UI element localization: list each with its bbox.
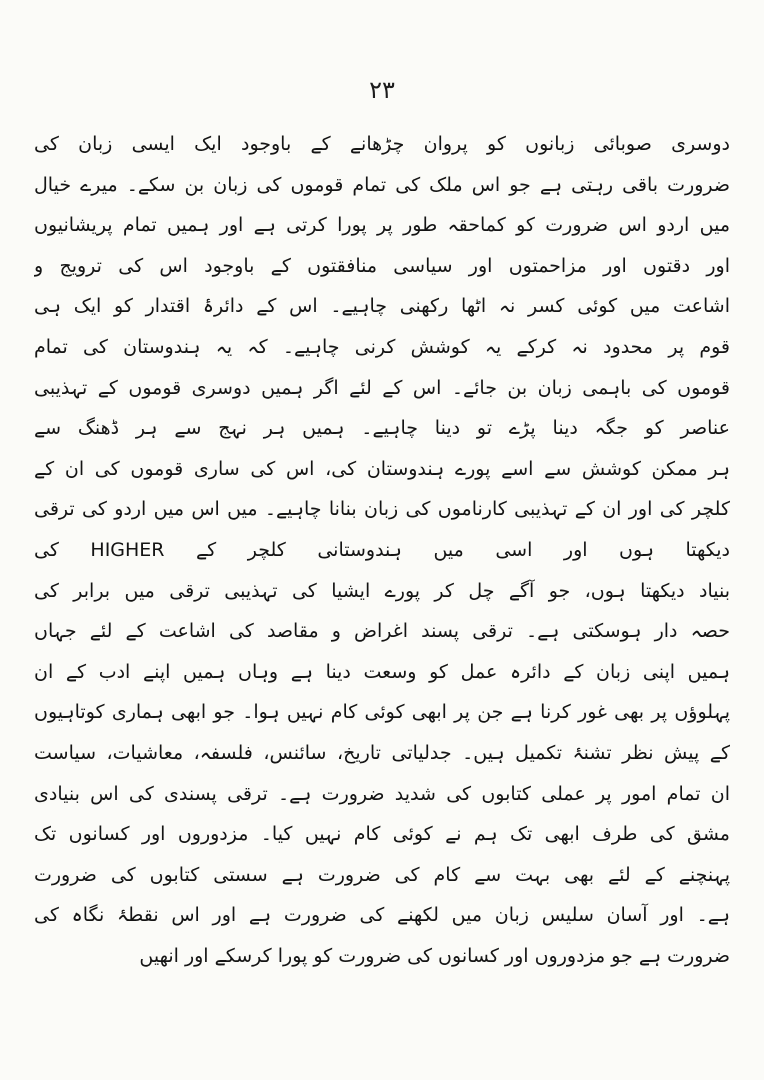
text-line: میں اردو اس ضرورت کو کماحقہ طور پر پورا کرتی ہے اور ہمیں تمام پریشانیوں <box>34 214 730 237</box>
text-line: ہر ممکن کوشش سے اسے پورے ہندوستان کی، اس کی ساری قوموں کی ان کے <box>34 457 730 480</box>
text-line: حصہ دار ہوسکتی ہے۔ ترقی پسند اغراض و مقاصد کی اشاعت کے لئے جہاں <box>34 620 730 643</box>
text-line: کے پیش نظر تشنۂ تکمیل ہیں۔ جدلیاتی تاریخ، سائنس، فلسفہ، معاشیات، سیاست <box>34 741 730 764</box>
text-line: دیکھتا ہوں اور اسی میں ہندوستانی کلچر کے HIGHER کی <box>34 538 730 561</box>
text-line: ضرورت باقی رہتی ہے جو اس ملک کی تمام قوموں کی زبان بن سکے۔ میرے خیال <box>34 173 730 196</box>
text-line: ہے۔ اور آسان سلیس زبان میں لکھنے کی ضرورت ہے اور اس نقطۂ نگاہ کی <box>34 904 730 927</box>
body-text <box>34 124 730 976</box>
text-line: مشق کی طرف ابھی تک ہم نے کوئی کام نہیں کیا۔ مزدوروں اور کسانوں تک <box>34 823 730 846</box>
text-line: اشاعت میں کوئی کسر نہ اٹھا رکھنی چاہیے۔ اس کے دائرۂ اقتدار کو ایک ہی <box>34 295 730 318</box>
text-line: ان تمام امور پر عملی کتابوں کی شدید ضرورت ہے۔ ترقی پسندی کی اس بنیادی <box>34 782 730 805</box>
page-number: ۲۳ <box>369 76 395 104</box>
text-line: بنیاد دیکھتا ہوں، جو آگے چل کر پورے ایشیا کی تہذیبی ترقی میں برابر کی <box>34 579 730 602</box>
text-line: قوم پر محدود نہ کرکے یہ کوشش کرنی چاہیے۔ کہ یہ ہندوستان کی تمام <box>34 335 730 358</box>
text-line: کلچر کی اور ان کے تہذیبی کارناموں کی زبان بنانا چاہیے۔ میں اس میں اردو کی ترقی <box>34 498 730 521</box>
text-line: قوموں کی باہمی زبان بن جائے۔ اس کے لئے اگر ہمیں دوسری قوموں کے تہذیبی <box>34 376 730 399</box>
text-line: پہنچنے کے لئے بھی بہت سے کام کی ضرورت ہے سستی کتابوں کی ضرورت <box>34 863 730 886</box>
text-line: عناصر کو جگہ دینا پڑے تو دینا چاہیے۔ ہمیں ہر نہج سے ہر ڈھنگ سے <box>34 417 730 440</box>
text-line: دوسری صوبائی زبانوں کو پروان چڑھانے کے باوجود ایک ایسی زبان کی <box>34 133 730 155</box>
text-line: پہلوؤں پر بھی غور کرنا ہے جن پر ابھی کوئی کام نہیں ہوا۔ جو ابھی ہماری کوتاہیوں <box>34 701 730 724</box>
text-line: ہمیں اپنی زبان کے دائرہ عمل کو وسعت دینا ہے وہاں ہمیں اپنے ادب کے ان <box>34 660 730 683</box>
text-line: اور دقتوں اور مزاحمتوں اور سیاسی منافقتوں کے باوجود اس کی ترویج و <box>34 254 730 277</box>
text-line: ضرورت ہے جو مزدوروں اور کسانوں کی ضرورت کو پورا کرسکے اور انھیں <box>139 944 730 967</box>
